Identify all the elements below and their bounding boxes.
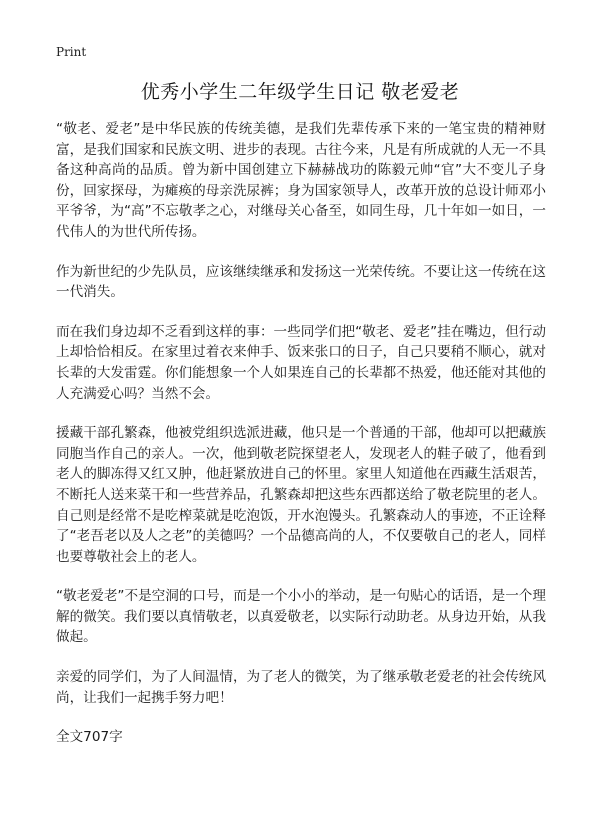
paragraph-5: “敬老爱老”不是空洞的口号，而是一个小小的举动，是一句贴心的话语，是一个理解的微笑。我们要以真情敬老，以真爱敬老，以实际行动助老。从身边开始，从我做起。: [56, 588, 546, 646]
article-title: 优秀小学生二年级学生日记 敬老爱老: [140, 81, 460, 103]
paragraph-2: 作为新世纪的少先队员，应该继续继承和发扬这一光荣传统。不要让这一传统在这一代消失。: [56, 263, 546, 301]
paragraph-4: 援藏干部孔繁森，他被党组织选派进藏，他只是一个普通的干部，他却可以把藏族同胞当作自己的亲人。一次，他到敬老院探望老人，发现老人的鞋子破了，他看到老人的脚冻得又红又肿，他赶紧放进自己的怀里。家里人知道他在西藏生活艰苦，不断托人送来菜干和一些营养品，孔繁森却把这些东西都送给了敬老院里的老人。自己则是经常不是吃榨菜就是吃泡饭，开水泡馒头。孔繁森动人的事迹，不正诠释了“老吾老以及人之老”的美德吗？一个品德高尚的人，不仅要敬自己的老人，同样也要尊敬社会上的老人。: [56, 425, 546, 565]
paragraph-1: “敬老、爱老”是中华民族的传统美德，是我们先辈传承下来的一笔宝贵的精神财富，是我们国家和民族文明、进步的表现。古往今来，凡是有所成就的人无一不具备这种高尚的品质。曾为新中国创建立下赫赫战功的陈毅元帅“官”大不变儿子身份，回家探母，为瘫痪的母亲洗尿裤；身为国家领导人，改革开放的总设计师邓小平爷爷，为“高”不忘敬孝之心，对继母关心备至，如同生母，几十年如一如日，一代伟人的为世代所传扬。: [56, 121, 546, 240]
word-count: 全文707字: [56, 729, 123, 746]
paragraph-6: 亲爱的同学们，为了人间温情，为了老人的微笑，为了继承敬老爱老的社会传统风尚，让我们一起携手努力吧！: [56, 669, 546, 706]
print-link[interactable]: Print: [56, 45, 87, 59]
article-body: [56, 119, 546, 747]
paragraph-3: 而在我们身边却不乏看到这样的事：一些同学们把“敬老、爱老”挂在嘴边，但行动上却恰恰相反。在家里过着衣来伸手、饭来张口的日子，自己只要稍不顺心，就对长辈的大发雷霆。你们能想象一个人如果连自己的长辈都不热爱，他还能对其他的人充满爱心吗？当然不会。: [56, 323, 546, 402]
